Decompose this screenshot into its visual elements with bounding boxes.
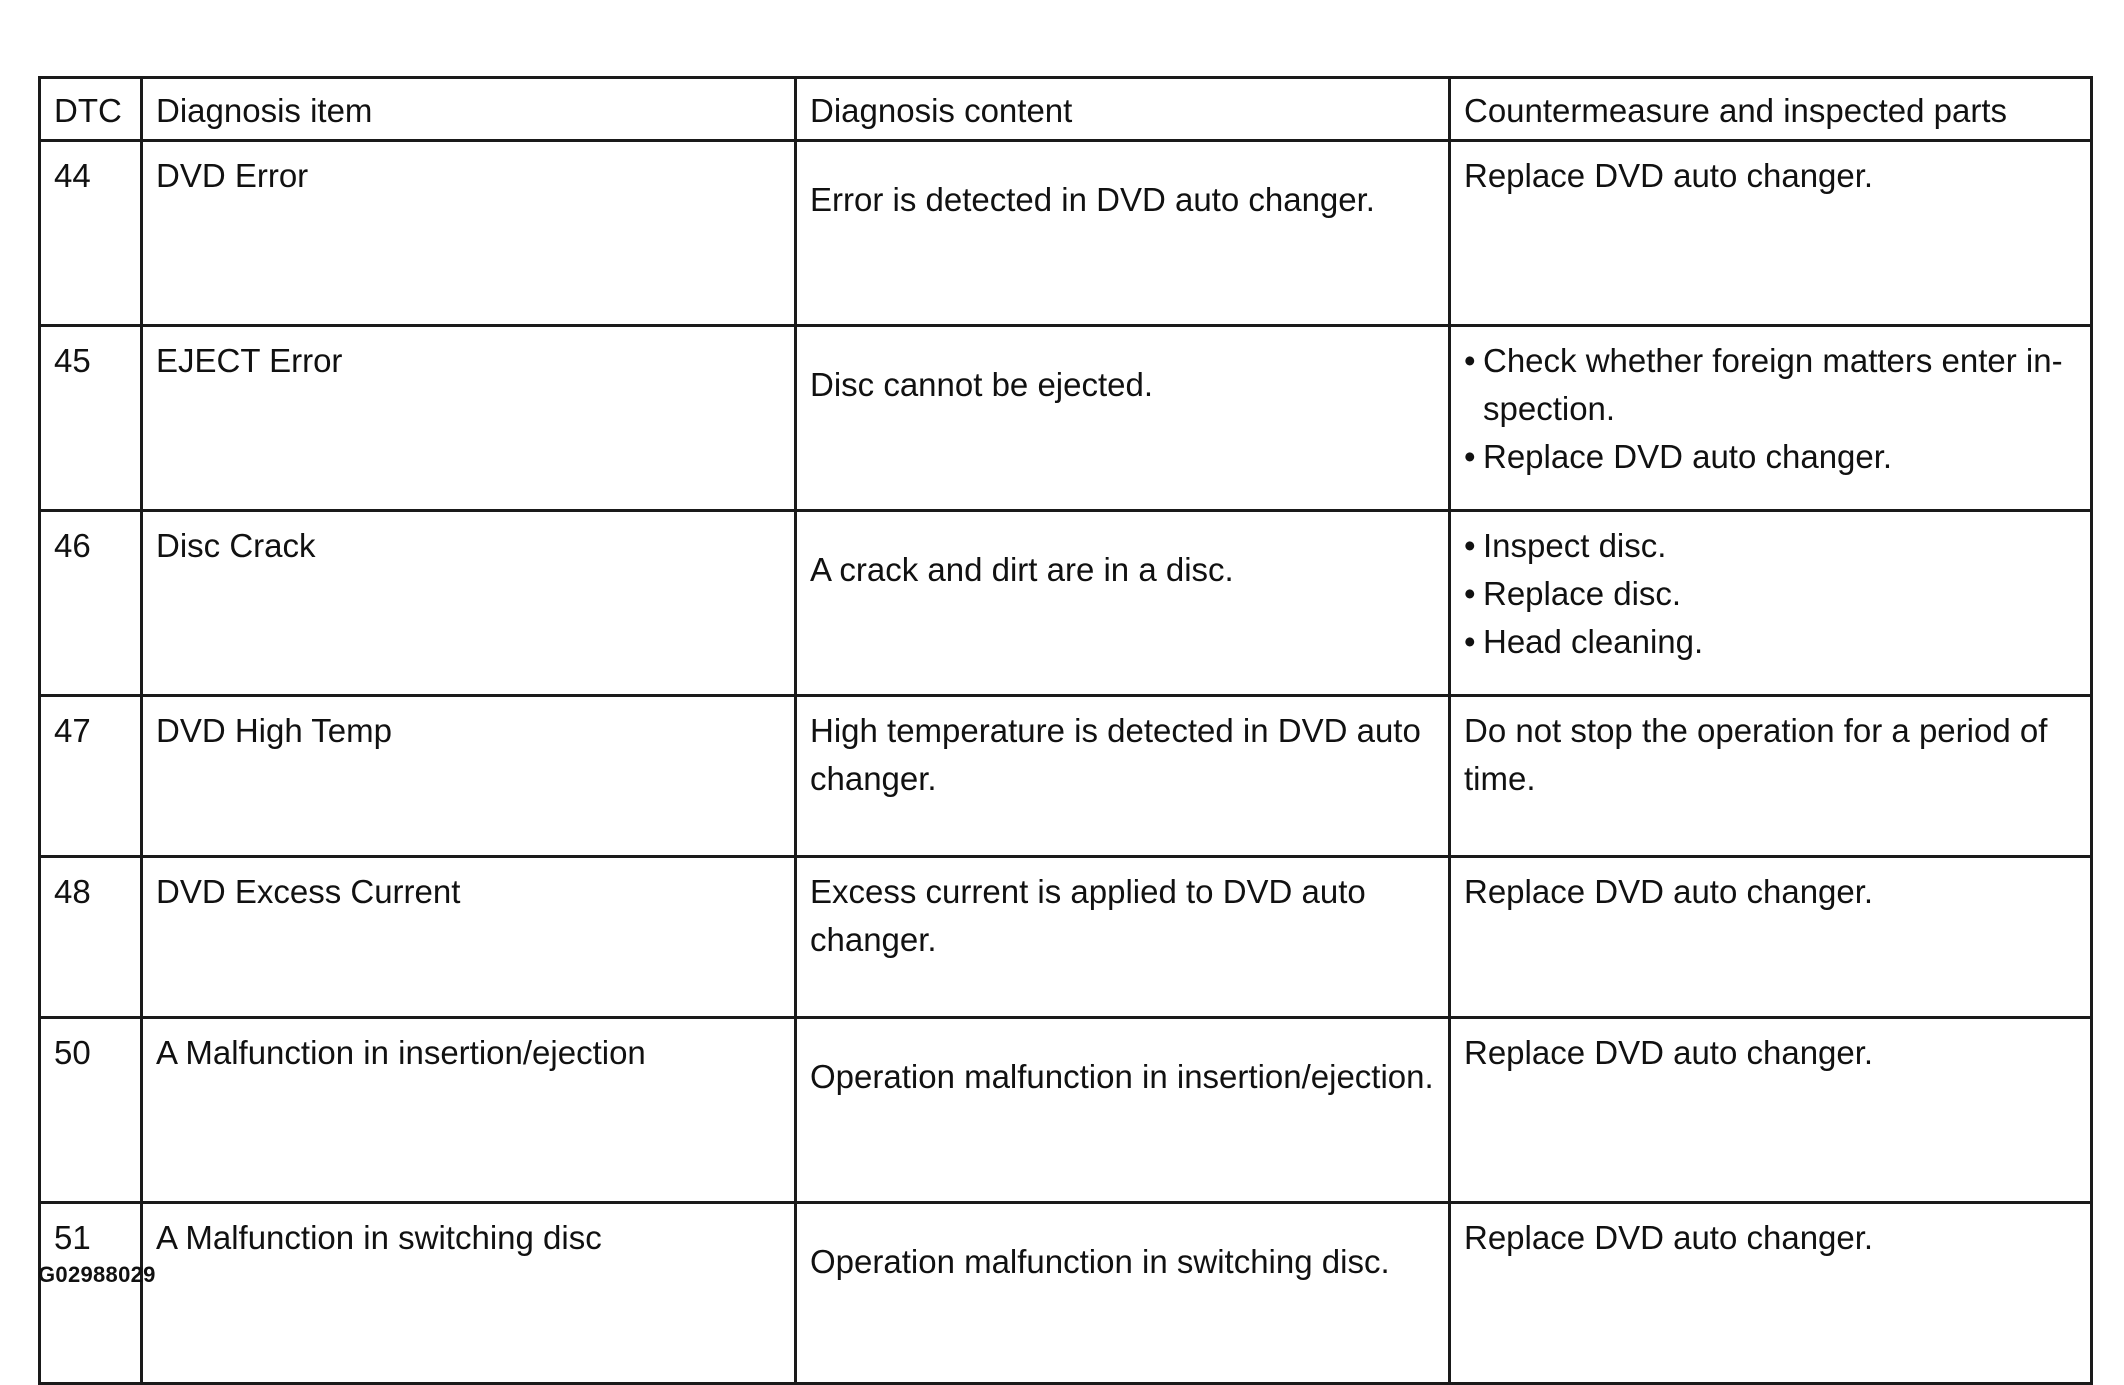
diagnosis-content: Excess current is applied to DVD auto changer. [796, 857, 1450, 1018]
dtc-code: 48 [40, 857, 142, 1018]
header-diagnosis-item: Diagnosis item [142, 78, 796, 141]
dtc-diagnosis-table [38, 76, 2093, 1385]
dtc-code: 45 [40, 326, 142, 511]
header-countermeasure: Countermeasure and inspected parts [1450, 78, 2092, 141]
countermeasure-bullet: • Inspect disc. [1464, 522, 2077, 570]
diagnosis-content: Disc cannot be ejected. [796, 326, 1450, 511]
countermeasure-bullet: • Replace DVD auto changer. [1464, 433, 2077, 481]
countermeasure: Do not stop the operation for a period of time. [1450, 696, 2092, 857]
diagnosis-item: DVD Excess Current [142, 857, 796, 1018]
diagnosis-item: DVD Error [142, 141, 796, 326]
table-row [40, 141, 2092, 326]
figure-code: G02988029 [38, 1262, 156, 1287]
countermeasure: Replace DVD auto changer. [1450, 1203, 2092, 1384]
table-row [40, 696, 2092, 857]
header-dtc: DTC [40, 78, 142, 141]
diagnosis-item: Disc Crack [142, 511, 796, 696]
diagnosis-item: EJECT Error [142, 326, 796, 511]
countermeasure: Replace DVD auto changer. [1450, 1018, 2092, 1203]
dtc-code: 47 [40, 696, 142, 857]
dtc-code: 51 [40, 1203, 142, 1384]
header-diagnosis-content: Diagnosis content [796, 78, 1450, 141]
table-header-row [40, 78, 2092, 141]
countermeasure-bullet: • Check whether foreign matters enter in-spection. [1464, 337, 2077, 433]
countermeasure: Replace DVD auto changer. [1450, 141, 2092, 326]
diagnosis-content: Operation malfunction in insertion/ejection. [796, 1018, 1450, 1203]
table-row [40, 1018, 2092, 1203]
table-row [40, 1203, 2092, 1384]
dtc-code: 50 [40, 1018, 142, 1203]
countermeasure-bullet: • Replace disc. [1464, 570, 2077, 618]
countermeasure [1450, 511, 2092, 696]
countermeasure-bullet: • Head cleaning. [1464, 618, 2077, 666]
diagnosis-item: A Malfunction in insertion/ejection [142, 1018, 796, 1203]
diagnosis-content: Operation malfunction in switching disc. [796, 1203, 1450, 1384]
countermeasure-list [1464, 522, 2077, 666]
diagnosis-content: A crack and dirt are in a disc. [796, 511, 1450, 696]
diagnosis-item: DVD High Temp [142, 696, 796, 857]
countermeasure [1450, 326, 2092, 511]
table-row [40, 326, 2092, 511]
diagnosis-item: A Malfunction in switching disc [142, 1203, 796, 1384]
countermeasure-list [1464, 337, 2077, 481]
dtc-code: 46 [40, 511, 142, 696]
dtc-code: 44 [40, 141, 142, 326]
diagnosis-content: High temperature is detected in DVD auto changer. [796, 696, 1450, 857]
table-row [40, 857, 2092, 1018]
table-row [40, 511, 2092, 696]
countermeasure: Replace DVD auto changer. [1450, 857, 2092, 1018]
diagnosis-content: Error is detected in DVD auto changer. [796, 141, 1450, 326]
